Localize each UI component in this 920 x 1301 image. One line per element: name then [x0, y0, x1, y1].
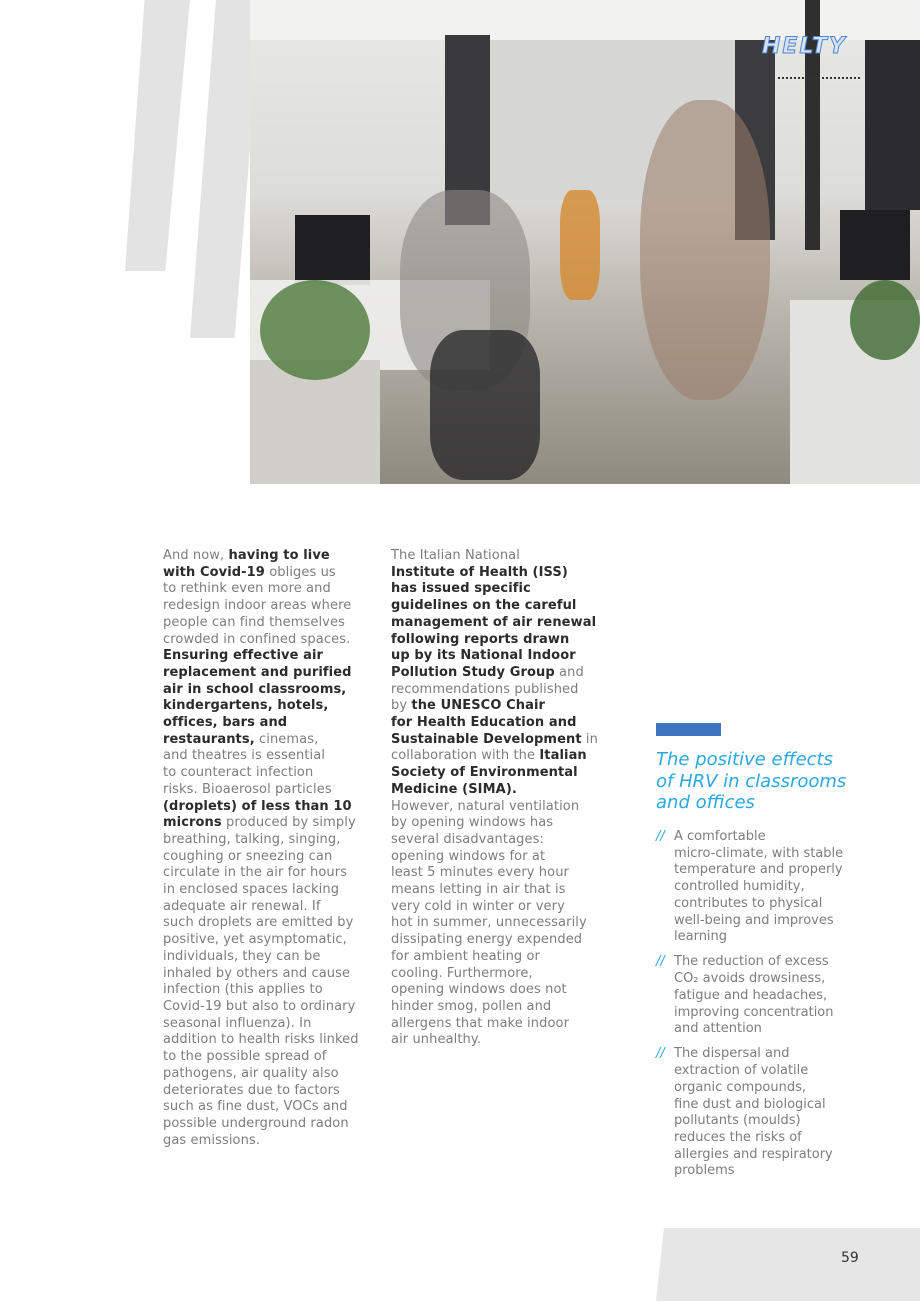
text: in	[581, 731, 598, 747]
bold-text: Medicine (SIMA).	[391, 781, 517, 797]
text-line	[163, 1032, 359, 1049]
text: individuals, they can be	[163, 948, 321, 964]
text: produced by simply	[221, 815, 356, 831]
text: such droplets are emitted by	[163, 915, 354, 931]
text-line: and attention	[674, 1021, 762, 1037]
text-line	[391, 999, 598, 1016]
text-line: organic compounds,	[674, 1079, 807, 1095]
text-line	[391, 1032, 598, 1049]
text-line	[163, 732, 359, 749]
text: to rethink even more and	[163, 581, 331, 597]
text-line: CO₂ avoids drowsiness,	[674, 971, 826, 987]
text: air unhealthy.	[391, 1032, 482, 1048]
text: However, natural ventilation	[391, 798, 580, 814]
slash-bullet-icon: //	[656, 954, 665, 970]
text: recommendations published	[391, 681, 579, 697]
bold-text: microns	[163, 815, 222, 831]
text-line	[163, 1099, 359, 1116]
text: risks. Bioaerosol particles	[163, 781, 332, 797]
text-line	[391, 698, 598, 715]
bold-text: (droplets) of less than 10	[163, 798, 352, 814]
text-line	[163, 999, 359, 1016]
list-item-text	[674, 1046, 833, 1180]
text-line	[163, 632, 359, 649]
text-line	[391, 715, 598, 732]
text-line: improving concentration	[674, 1004, 834, 1020]
text-line	[163, 932, 359, 949]
heading-line: of HRV in classrooms	[656, 770, 847, 792]
text-line	[163, 966, 359, 983]
text-line: contributes to physical	[674, 895, 823, 911]
text-line	[163, 949, 359, 966]
text: in enclosed spaces lacking	[163, 882, 340, 898]
text-line	[391, 765, 598, 782]
text-line	[163, 682, 359, 699]
text: crowded in confined spaces.	[163, 631, 351, 647]
bold-text: following reports drawn	[391, 631, 570, 647]
bold-text: kindergartens, hotels,	[163, 698, 329, 714]
text-line	[163, 648, 359, 665]
text-line	[391, 966, 598, 983]
text: circulate in the air for hours	[163, 865, 348, 881]
text-line: reduces the risks of	[674, 1129, 802, 1145]
text-line: The reduction of excess	[674, 954, 829, 970]
text-line	[163, 581, 359, 598]
text-line	[391, 615, 598, 632]
text-line	[163, 715, 359, 732]
slash-bullet-icon: //	[656, 1046, 665, 1062]
text: for ambient heating or	[391, 948, 541, 964]
text: collaboration with the	[391, 748, 540, 764]
text: redesign indoor areas where	[163, 598, 352, 614]
text-line	[391, 849, 598, 866]
text: such as fine dust, VOCs and	[163, 1099, 348, 1115]
text-line	[163, 765, 359, 782]
text: obliges us	[264, 564, 336, 580]
text: and theatres is essential	[163, 748, 326, 764]
body-column-2	[391, 548, 598, 1049]
text-line	[391, 865, 598, 882]
text-line	[391, 632, 598, 649]
text: positive, yet asymptomatic,	[163, 932, 347, 948]
text: allergens that make indoor	[391, 1015, 570, 1031]
text-line: problems	[674, 1163, 735, 1179]
text: by opening windows has	[391, 815, 554, 831]
text: cinemas,	[254, 731, 319, 747]
body-column-1	[163, 548, 359, 1149]
text: Covid-19 but also to ordinary	[163, 998, 356, 1014]
bold-text: Italian	[539, 748, 587, 764]
text-line	[391, 748, 598, 765]
text-line	[163, 1083, 359, 1100]
text: adequate air renewal. If	[163, 898, 321, 914]
text-line	[391, 982, 598, 999]
bold-text: for Health Education and	[391, 715, 577, 731]
text-line: learning	[674, 929, 728, 945]
bold-text: the UNESCO Chair	[411, 698, 546, 714]
footer-shape	[656, 1228, 920, 1301]
bold-text: Sustainable Development	[391, 731, 582, 747]
text-line	[391, 665, 598, 682]
text-line: well-being and improves	[674, 912, 834, 928]
list-item	[656, 1046, 843, 1180]
text-line: A comfortable	[674, 829, 766, 844]
text: opening windows does not	[391, 982, 567, 998]
text-line	[391, 882, 598, 899]
text-line	[163, 899, 359, 916]
text-line	[163, 849, 359, 866]
text-line	[163, 882, 359, 899]
text: breathing, talking, singing,	[163, 831, 341, 847]
sidebar-heading	[656, 749, 846, 814]
text-line	[163, 799, 359, 816]
text: coughing or sneezing can	[163, 848, 333, 864]
text: deteriorates due to factors	[163, 1082, 340, 1098]
list-item-text	[674, 829, 843, 946]
text-line: micro-climate, with stable	[674, 845, 844, 861]
text-line	[163, 865, 359, 882]
benefits-list	[656, 829, 843, 1189]
text-line	[163, 748, 359, 765]
text-line: temperature and properly	[674, 862, 843, 878]
heading-line: The positive effects	[656, 749, 833, 770]
bold-text: with Covid-19	[163, 564, 265, 580]
text: least 5 minutes every hour	[391, 865, 569, 881]
bold-text: Ensuring effective air	[163, 648, 324, 664]
text: dissipating energy expended	[391, 932, 583, 948]
text-line: fatigue and headaches,	[674, 987, 828, 1003]
text-line	[163, 548, 359, 565]
bold-text: Pollution Study Group	[391, 664, 555, 680]
text-line	[391, 548, 598, 565]
heading-line: and offices	[656, 792, 755, 813]
text-line	[391, 915, 598, 932]
bold-text: guidelines on the careful	[391, 598, 577, 614]
text-line	[163, 598, 359, 615]
text: hinder smog, pollen and	[391, 998, 552, 1014]
text: pathogens, air quality also	[163, 1065, 339, 1081]
text-line	[391, 949, 598, 966]
bold-text: having to live	[228, 548, 330, 563]
bold-text: Institute of Health (ISS)	[391, 564, 568, 580]
text-line	[391, 799, 598, 816]
text-line	[163, 915, 359, 932]
text: infection (this applies to	[163, 982, 323, 998]
bold-text: restaurants,	[163, 731, 255, 747]
text: possible underground radon	[163, 1115, 349, 1131]
slash-bullet-icon: //	[656, 829, 665, 844]
text-line	[391, 682, 598, 699]
text: gas emissions.	[163, 1132, 261, 1148]
text: cooling. Furthermore,	[391, 965, 533, 981]
list-item	[656, 829, 843, 946]
text-line	[391, 648, 598, 665]
list-item-text	[674, 954, 834, 1038]
text: by	[391, 698, 412, 714]
text-line: controlled humidity,	[674, 879, 805, 895]
text-line	[163, 982, 359, 999]
brand-logo: HELTY	[762, 34, 847, 59]
text-line	[163, 665, 359, 682]
text-line: The dispersal and	[674, 1046, 790, 1062]
list-item	[656, 954, 843, 1038]
text: and	[554, 664, 584, 680]
text-line	[391, 598, 598, 615]
text: addition to health risks linked	[163, 1032, 359, 1048]
decorative-slash	[125, 0, 190, 271]
text-line	[163, 1066, 359, 1083]
text-line: extraction of volatile	[674, 1063, 809, 1079]
text-line	[391, 899, 598, 916]
text-line	[391, 782, 598, 799]
text-line	[391, 1016, 598, 1033]
bold-text: offices, bars and	[163, 715, 288, 731]
text: to the possible spread of	[163, 1049, 327, 1065]
text-line	[163, 815, 359, 832]
text: very cold in winter or very	[391, 898, 565, 914]
text-line	[391, 581, 598, 598]
bold-text: management of air renewal	[391, 614, 597, 630]
bold-text: up by its National Indoor	[391, 648, 576, 664]
text-line: fine dust and biological	[674, 1096, 826, 1112]
text-line	[163, 832, 359, 849]
text-line	[391, 565, 598, 582]
bold-text: replacement and purified	[163, 664, 352, 680]
text: The Italian National	[391, 548, 520, 563]
text: to counteract infection	[163, 765, 314, 781]
text-line	[163, 1049, 359, 1066]
text-line: pollutants (moulds)	[674, 1113, 801, 1129]
text-line	[163, 1133, 359, 1150]
text-line	[163, 615, 359, 632]
text: And now,	[163, 548, 229, 563]
text: inhaled by others and cause	[163, 965, 351, 981]
text: several disadvantages:	[391, 831, 544, 847]
text: means letting in air that is	[391, 882, 566, 898]
bold-text: has issued specific	[391, 581, 531, 597]
page-number: 59	[841, 1250, 859, 1266]
text-line	[163, 1016, 359, 1033]
text-line	[163, 782, 359, 799]
text-line	[163, 1116, 359, 1133]
brand-dots	[778, 77, 860, 79]
text-line	[391, 815, 598, 832]
bold-text: air in school classrooms,	[163, 681, 347, 697]
text-line	[391, 732, 598, 749]
text: opening windows for at	[391, 848, 546, 864]
office-photo	[250, 0, 920, 484]
text: seasonal influenza). In	[163, 1015, 312, 1031]
text: hot in summer, unnecessarily	[391, 915, 587, 931]
text: people can find themselves	[163, 614, 345, 630]
text-line: allergies and respiratory	[674, 1146, 833, 1162]
accent-bar	[656, 723, 721, 736]
bold-text: Society of Environmental	[391, 765, 578, 781]
text-line	[391, 932, 598, 949]
text-line	[391, 832, 598, 849]
text-line	[163, 565, 359, 582]
text-line	[163, 698, 359, 715]
